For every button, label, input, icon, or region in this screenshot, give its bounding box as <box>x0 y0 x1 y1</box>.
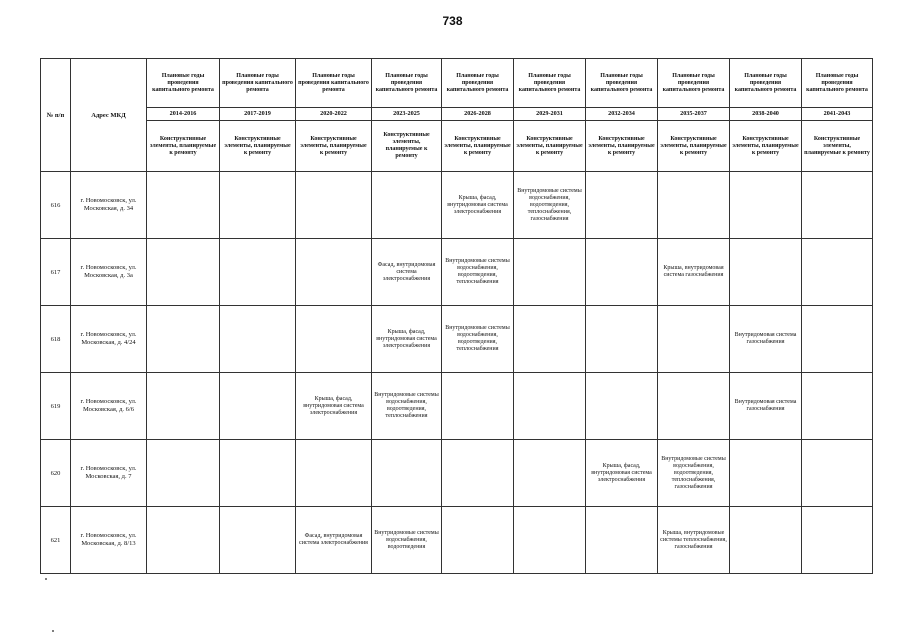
row-address: г. Новомосковск, ул. Московская, д. 4/24 <box>71 306 147 373</box>
repair-elements-cell <box>514 239 586 306</box>
table-row <box>41 440 873 507</box>
row-address: г. Новомосковск, ул. Московская, д. 7 <box>71 440 147 507</box>
header-elements: Конструктивные элементы, планируемые к ремонту <box>220 121 296 172</box>
year-range: 2029-2031 <box>514 108 586 121</box>
repair-elements-cell <box>802 306 873 373</box>
repair-elements-cell: Крыша, фасад, внутридомовая система электроснабжения <box>442 172 514 239</box>
year-range: 2023-2025 <box>372 108 442 121</box>
repair-elements-cell <box>802 373 873 440</box>
table-row <box>41 373 873 440</box>
row-number: 618 <box>41 306 71 373</box>
table-row <box>41 306 873 373</box>
repair-elements-cell <box>220 172 296 239</box>
header-row-planned-years <box>41 59 873 108</box>
table-row <box>41 507 873 574</box>
repair-elements-cell <box>220 507 296 574</box>
header-address: Адрес МКД <box>71 59 147 172</box>
repair-elements-cell <box>802 507 873 574</box>
repair-elements-cell: Крыша, фасад, внутридомовая система электроснабжения <box>296 373 372 440</box>
repair-elements-cell <box>147 507 220 574</box>
repair-elements-cell <box>514 507 586 574</box>
header-planned-years: Плановые годы проведения капитального ремонта <box>514 59 586 108</box>
repair-elements-cell: Крыша, внутридомовая система газоснабжения <box>658 239 730 306</box>
repair-schedule-table <box>40 58 873 574</box>
year-range: 2026-2028 <box>442 108 514 121</box>
header-elements: Конструктивные элементы, планируемые к ремонту <box>147 121 220 172</box>
repair-elements-cell <box>514 306 586 373</box>
row-address: г. Новомосковск, ул. Московская, д. 8/13 <box>71 507 147 574</box>
repair-elements-cell: Фасад, внутридомовая система электроснабжения <box>296 507 372 574</box>
header-planned-years: Плановые годы проведения капитального ремонта <box>730 59 802 108</box>
repair-elements-cell <box>802 440 873 507</box>
header-num: № п/п <box>41 59 71 172</box>
header-elements: Конструктивные элементы, планируемые к ремонту <box>730 121 802 172</box>
repair-elements-cell: Внутридомовые системы водоснабжения, водоотведения, теплоснабжения <box>372 373 442 440</box>
repair-elements-cell <box>442 440 514 507</box>
repair-elements-cell <box>442 507 514 574</box>
repair-elements-cell <box>220 239 296 306</box>
header-elements: Конструктивные элементы, планируемые к ремонту <box>372 121 442 172</box>
year-range: 2038-2040 <box>730 108 802 121</box>
year-range: 2020-2022 <box>296 108 372 121</box>
repair-elements-cell <box>296 306 372 373</box>
repair-elements-cell <box>586 306 658 373</box>
table-row <box>41 172 873 239</box>
repair-elements-cell <box>147 440 220 507</box>
repair-elements-cell <box>147 306 220 373</box>
repair-elements-cell: Крыша, внутридомовые системы теплоснабжения, газоснабжения <box>658 507 730 574</box>
repair-elements-cell <box>514 373 586 440</box>
page-number: 738 <box>442 14 463 28</box>
repair-elements-cell <box>296 440 372 507</box>
header-row-year-ranges <box>41 108 873 121</box>
repair-elements-cell <box>586 172 658 239</box>
repair-elements-cell: Внутридомовая система газоснабжения <box>730 373 802 440</box>
year-range: 2017-2019 <box>220 108 296 121</box>
scan-speck <box>45 578 47 580</box>
repair-elements-cell: Внутридомовые системы водоснабжения, водоотведения, теплоснабжения, газоснабжения <box>514 172 586 239</box>
repair-elements-cell <box>220 306 296 373</box>
header-row-elements <box>41 121 873 172</box>
repair-elements-cell <box>730 440 802 507</box>
repair-elements-cell: Внутридомовая система газоснабжения <box>730 306 802 373</box>
row-number: 616 <box>41 172 71 239</box>
repair-elements-cell: Крыша, фасад, внутридомовая система электроснабжения <box>372 306 442 373</box>
repair-elements-cell <box>802 172 873 239</box>
repair-elements-cell <box>730 172 802 239</box>
header-planned-years: Плановые годы проведения капитального ремонта <box>296 59 372 108</box>
header-elements: Конструктивные элементы, планируемые к ремонту <box>658 121 730 172</box>
repair-elements-cell <box>730 507 802 574</box>
repair-elements-cell <box>586 507 658 574</box>
repair-elements-cell <box>658 172 730 239</box>
row-address: г. Новомосковск, ул. Московская, д. 34 <box>71 172 147 239</box>
repair-elements-cell: Внутридомовые системы водоснабжения, водоотведения, теплоснабжения <box>442 239 514 306</box>
table-body <box>41 172 873 574</box>
repair-elements-cell <box>220 440 296 507</box>
repair-elements-cell <box>442 373 514 440</box>
year-range: 2041-2043 <box>802 108 873 121</box>
header-elements: Конструктивные элементы, планируемые к ремонту <box>442 121 514 172</box>
row-number: 620 <box>41 440 71 507</box>
year-range: 2032-2034 <box>586 108 658 121</box>
repair-elements-cell <box>802 239 873 306</box>
scan-speck <box>52 630 54 632</box>
header-planned-years: Плановые годы проведения капитального ремонта <box>372 59 442 108</box>
header-planned-years: Плановые годы проведения капитального ремонта <box>442 59 514 108</box>
repair-elements-cell <box>147 172 220 239</box>
row-number: 617 <box>41 239 71 306</box>
header-planned-years: Плановые годы проведения капитального ремонта <box>802 59 873 108</box>
repair-elements-cell <box>372 172 442 239</box>
repair-elements-cell <box>658 306 730 373</box>
header-elements: Конструктивные элементы, планируемые к ремонту <box>296 121 372 172</box>
repair-elements-cell <box>147 239 220 306</box>
repair-elements-cell <box>586 373 658 440</box>
repair-elements-cell: Крыша, фасад, внутридомовая система электроснабжения <box>586 440 658 507</box>
repair-elements-cell: Фасад, внутридомовая система электроснабжения <box>372 239 442 306</box>
row-number: 621 <box>41 507 71 574</box>
repair-elements-cell <box>296 239 372 306</box>
table-row <box>41 239 873 306</box>
repair-elements-cell <box>220 373 296 440</box>
repair-elements-cell <box>658 373 730 440</box>
repair-elements-cell <box>514 440 586 507</box>
header-elements: Конструктивные элементы, планируемые к ремонту <box>514 121 586 172</box>
header-elements: Конструктивные элементы, планируемые к ремонту <box>586 121 658 172</box>
header-planned-years: Плановые годы проведения капитального ремонта <box>658 59 730 108</box>
repair-elements-cell: Внутридомовые системы водоснабжения, водоотведения, теплоснабжения, газоснабжения <box>658 440 730 507</box>
repair-elements-cell <box>296 172 372 239</box>
repair-elements-cell: Внутридомовые системы водоснабжения, водоотведения <box>372 507 442 574</box>
row-address: г. Новомосковск, ул. Московская, д. 6/6 <box>71 373 147 440</box>
repair-elements-cell: Внутридомовые системы водоснабжения, водоотведения, теплоснабжения <box>442 306 514 373</box>
repair-elements-cell <box>372 440 442 507</box>
header-planned-years: Плановые годы проведения капитального ремонта <box>220 59 296 108</box>
row-number: 619 <box>41 373 71 440</box>
header-elements: Конструктивные элементы, планируемые к ремонту <box>802 121 873 172</box>
year-range: 2014-2016 <box>147 108 220 121</box>
header-planned-years: Плановые годы проведения капитального ремонта <box>586 59 658 108</box>
repair-elements-cell <box>147 373 220 440</box>
year-range: 2035-2037 <box>658 108 730 121</box>
repair-elements-cell <box>586 239 658 306</box>
row-address: г. Новомосковск, ул. Московская, д. 3а <box>71 239 147 306</box>
header-planned-years: Плановые годы проведения капитального ремонта <box>147 59 220 108</box>
repair-elements-cell <box>730 239 802 306</box>
